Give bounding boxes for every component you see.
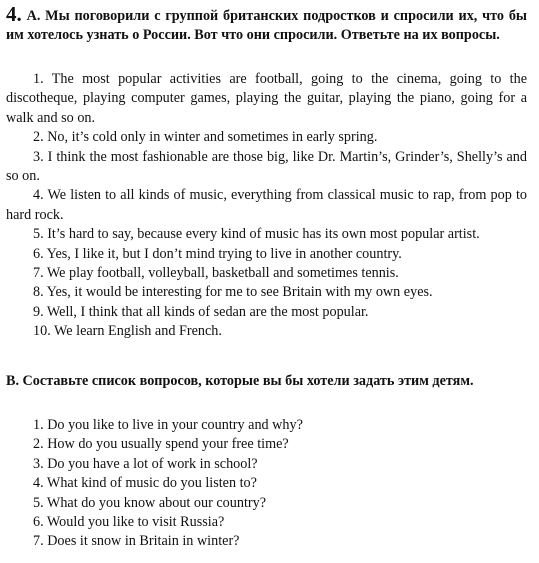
question-item: 2. How do you usually spend your free time? bbox=[33, 436, 289, 453]
question-item: 7. Does it snow in Britain in winter? bbox=[33, 533, 240, 550]
section-a-heading-block bbox=[6, 2, 528, 46]
answer-item: 8. Yes, it would be interesting for me to see Britain with my own eyes. bbox=[33, 284, 433, 301]
answer-item: 3. I think the most fashionable are those big, like Dr. Martin’s, Grinder’s, Shelly’s and so on. bbox=[6, 148, 527, 185]
answer-item: 4. We listen to all kinds of music, everything from classical music to rap, from pop to hard rock. bbox=[6, 187, 527, 223]
section-a-heading: А. Мы поговорили с группой британских подростков и спросили их, что бы им хотелось узнать о России. Вот что они спросили. Ответьте на их вопросы. bbox=[6, 8, 528, 44]
exercise-number: 4. bbox=[6, 2, 22, 26]
question-item: 5. What do you know about our country? bbox=[33, 494, 266, 511]
question-item: 3. Do you have a lot of work in school? bbox=[33, 455, 258, 472]
answer-item: 5. It’s hard to say, because every kind of music has its own most popular artist. bbox=[33, 226, 480, 243]
section-b-heading: B. Составьте список вопросов, которые вы бы хотели задать этим детям. bbox=[6, 373, 474, 389]
answer-item: 10. We learn English and French. bbox=[33, 323, 222, 340]
answer-item: 7. We play football, volleyball, basketball and sometimes tennis. bbox=[33, 265, 399, 282]
answer-item: 9. Well, I think that all kinds of sedan are the most popular. bbox=[33, 303, 369, 320]
answer-item: 1. The most popular activities are football, going to the cinema, going to the discotheque, playing computer games, playing the guitar, playing the piano, going for a walk and so on. bbox=[6, 71, 527, 126]
question-item: 4. What kind of music do you listen to? bbox=[33, 475, 257, 492]
answers-list bbox=[6, 70, 527, 342]
answer-item: 2. No, it’s cold only in winter and sometimes in early spring. bbox=[33, 129, 378, 146]
question-item: 6. Would you like to visit Russia? bbox=[33, 514, 225, 531]
answer-item: 6. Yes, I like it, but I don’t mind trying to live in another country. bbox=[33, 245, 402, 262]
question-item: 1. Do you like to live in your country and why? bbox=[33, 417, 303, 433]
questions-list bbox=[33, 416, 527, 552]
